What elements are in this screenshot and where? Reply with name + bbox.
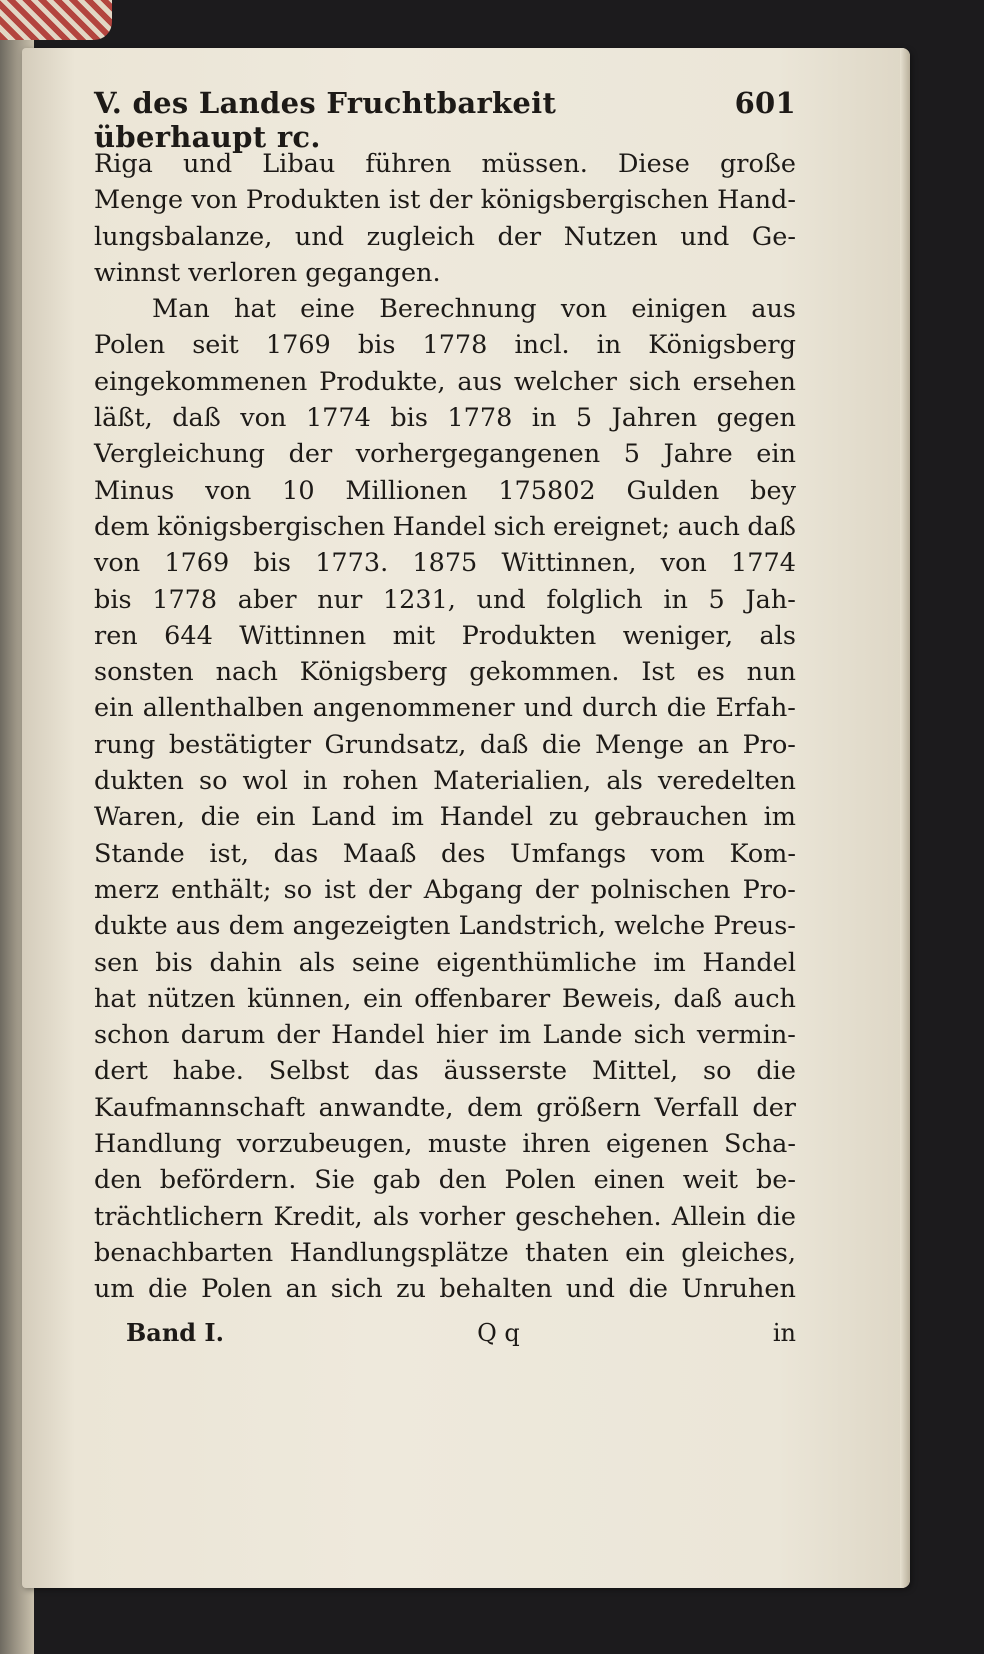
word: 1778 [422, 330, 488, 361]
word: Jahre [663, 439, 733, 470]
word: Stande [94, 838, 185, 869]
word: der [276, 1020, 320, 1051]
word: auch [677, 511, 740, 542]
word: nun [746, 657, 796, 688]
word: sich [633, 1020, 686, 1051]
word: geschehen. [515, 1201, 662, 1232]
word: die [148, 1274, 188, 1305]
word: und [182, 149, 233, 179]
word: auch [733, 983, 796, 1014]
word: angenommener [312, 693, 515, 724]
text-line [94, 763, 796, 799]
text-line [94, 727, 796, 763]
word: von [240, 403, 287, 434]
text-line [94, 291, 796, 327]
word: sich [330, 1274, 383, 1305]
word: Umfangs [510, 838, 627, 869]
word: Selbst [268, 1056, 350, 1087]
word: von [205, 475, 252, 506]
word: vom [650, 838, 705, 869]
word: Handlung [94, 1129, 222, 1160]
word: Verfall [654, 1092, 739, 1123]
word: der [497, 221, 542, 252]
word: Handel [439, 802, 534, 833]
word: hier [435, 1020, 488, 1051]
word: nützen [147, 983, 236, 1014]
word: nur [317, 584, 363, 615]
word: seit [192, 330, 239, 361]
word: eine [300, 294, 355, 325]
page-number: 601 [734, 86, 796, 120]
word: Königsberg [299, 657, 448, 688]
word: rohen [342, 766, 419, 797]
word: im [498, 1020, 532, 1051]
word: ereignet; [552, 511, 671, 542]
text-line [94, 1162, 796, 1198]
text-line [94, 509, 796, 545]
word: der [428, 185, 473, 216]
word: 1773. [315, 548, 389, 579]
word: so [703, 1056, 732, 1087]
body-text [94, 146, 796, 1308]
text-line [94, 1017, 796, 1053]
word: 175802 [498, 475, 596, 506]
word: ein [363, 983, 403, 1014]
word: nach [215, 657, 278, 688]
word: weniger, [622, 620, 734, 651]
word: 5 [575, 403, 593, 434]
word: Land [311, 802, 377, 833]
word: Kredit, [273, 1201, 363, 1232]
word: die [200, 802, 241, 833]
word: von [191, 185, 238, 216]
word: Landstrich, [458, 911, 606, 942]
word: ist [324, 874, 356, 905]
word: Polen [94, 330, 166, 361]
text-line [94, 654, 796, 690]
word: benachbarten [94, 1237, 274, 1268]
word: läßt, [94, 403, 153, 434]
word: einigen [631, 294, 727, 325]
text-line [94, 836, 796, 872]
word: Vergleichung [94, 439, 265, 470]
word: Polen [201, 1274, 273, 1305]
word: den [94, 1165, 142, 1196]
word: Maaß [342, 838, 417, 869]
word: Riga [94, 149, 153, 179]
word: Beweis, [561, 983, 662, 1014]
word: welcher [513, 366, 617, 397]
word: königsbergischen [480, 185, 709, 216]
word: daß [172, 403, 221, 434]
word: eingekommenen [94, 366, 308, 397]
word: bestätigter [168, 729, 312, 760]
word: Kaufmannschaft [94, 1092, 306, 1123]
word: das [374, 1056, 419, 1087]
sheet-signature: Q q [477, 1318, 520, 1347]
word: Produkte, [319, 366, 446, 397]
word: eigenthümliche [436, 947, 637, 978]
running-header [94, 86, 796, 154]
word: trächtlichern [94, 1201, 264, 1232]
word: äusserste [443, 1056, 568, 1087]
text-line [94, 436, 796, 472]
word: Jahren [611, 403, 698, 434]
word: und [565, 1274, 615, 1305]
running-title: V. des Landes Fruchtbarkeit überhaupt rc. [94, 86, 557, 154]
word: dem [228, 911, 285, 942]
word: merz [94, 874, 159, 905]
word: mit [392, 620, 436, 651]
word: in [302, 766, 328, 797]
word: ist, [209, 838, 249, 869]
word: gab [372, 1165, 421, 1196]
word: 10 [282, 475, 315, 506]
text-line [94, 1053, 796, 1089]
word: dukten [94, 766, 184, 797]
word: Menge [594, 729, 684, 760]
word: an [697, 729, 730, 760]
word: welche [614, 911, 706, 942]
text-line [94, 1271, 796, 1307]
word: gebrauchen [594, 802, 748, 833]
word: darum [180, 1020, 266, 1051]
word: Jah- [745, 584, 796, 615]
word: als [759, 620, 796, 651]
word: Unruhen [681, 1274, 796, 1305]
word: 1769 [164, 548, 230, 579]
word: Kom- [729, 838, 796, 869]
word: durch [582, 693, 658, 724]
word: und [476, 584, 526, 615]
word: des [441, 838, 486, 869]
word: Pro- [742, 729, 796, 760]
word: königsbergischen [157, 511, 386, 542]
word: 1774 [731, 548, 796, 579]
word: und [523, 693, 573, 724]
book-page [22, 48, 910, 1588]
page-footer [94, 1318, 796, 1358]
word: 1778 [447, 403, 513, 434]
word: im [763, 802, 796, 833]
text-line [94, 364, 796, 400]
word: vorher [419, 1201, 506, 1232]
text-line [94, 690, 796, 726]
word: enthält; [171, 874, 272, 905]
word: behalten [439, 1274, 553, 1305]
word: Preus- [713, 911, 796, 942]
word: ein [94, 693, 134, 724]
word: müssen. [481, 149, 588, 179]
word: Minus [94, 475, 175, 506]
word: dem [94, 511, 150, 542]
word: der [288, 439, 333, 470]
word: ein [255, 802, 296, 833]
word: als [298, 947, 336, 978]
word: dahin [209, 947, 283, 978]
word: Königsberg [648, 330, 796, 361]
word: größern [536, 1092, 641, 1123]
word: im [391, 802, 424, 833]
word: und [680, 221, 730, 252]
word: den [438, 1165, 487, 1196]
word: bis [155, 947, 193, 978]
word: der [534, 874, 579, 905]
word: 5 [623, 439, 640, 470]
word: Handel [331, 1020, 425, 1051]
word: das [273, 838, 319, 869]
word: 1774 [305, 403, 371, 434]
text-line [94, 400, 796, 436]
text-line [94, 473, 796, 509]
word: Scha- [724, 1129, 796, 1160]
word: ist [388, 185, 421, 216]
word: so [283, 874, 313, 905]
word: vorhergegangenen [355, 439, 601, 470]
word: hat [234, 294, 276, 325]
text-line [94, 182, 796, 218]
text-line [94, 545, 796, 581]
word: habe. [172, 1056, 244, 1087]
word: 1769 [265, 330, 331, 361]
word: vermin- [696, 1020, 796, 1051]
word: in [596, 330, 622, 361]
word: Handel [392, 511, 487, 542]
word: anwandte, [318, 1092, 454, 1123]
word: von [560, 294, 608, 325]
word: ren [94, 620, 138, 651]
word: Hand- [717, 185, 796, 216]
word: be- [755, 1165, 796, 1196]
word: angezeigten [292, 911, 451, 942]
word: aber [237, 584, 297, 615]
word: im [653, 947, 686, 978]
text-line: winnst verloren gegangen. [94, 257, 441, 288]
word: 5 [708, 584, 725, 615]
word: 1778 [152, 584, 218, 615]
word: Ist [641, 657, 675, 688]
word: bis [390, 403, 428, 434]
word: Allein [671, 1201, 747, 1232]
text-line [94, 1090, 796, 1126]
word: offenbarer [414, 983, 551, 1014]
word: daß [747, 511, 796, 542]
bookmark-ribbon [0, 0, 112, 40]
word: wol [242, 766, 288, 797]
text-line [94, 219, 796, 255]
word: gleiches, [681, 1237, 796, 1268]
word: der [752, 1092, 796, 1123]
word: als [372, 1201, 410, 1232]
word: weit [682, 1165, 739, 1196]
word: ihren [522, 1129, 591, 1160]
text-line [94, 1235, 796, 1271]
volume-signature: Band I. [126, 1317, 225, 1347]
word: sich [493, 511, 546, 542]
word: Mittel, [591, 1056, 679, 1087]
word: rung [94, 729, 156, 760]
word: große [719, 149, 796, 179]
page-edge [900, 48, 910, 1588]
word: Produkten [245, 185, 381, 216]
word: bis [253, 548, 292, 579]
word: Wittinnen [239, 620, 367, 651]
word: Menge [94, 185, 184, 216]
text-block [94, 86, 796, 1358]
word: daß [673, 983, 723, 1014]
text-line [94, 981, 796, 1017]
word: sonsten [94, 657, 194, 688]
word: von [94, 548, 141, 579]
word: befördern. [159, 1165, 297, 1196]
word: lungsbalanze, [94, 221, 273, 252]
text-line [94, 908, 796, 944]
word: eigenen [606, 1129, 709, 1160]
word: Man [152, 294, 210, 325]
word: thaten [525, 1237, 609, 1268]
word: dukte [94, 911, 168, 942]
word: veredelten [657, 766, 796, 797]
word: Nutzen [563, 221, 658, 252]
word: ein [756, 439, 796, 470]
word: Lande [542, 1020, 623, 1051]
word: Sie [314, 1165, 355, 1196]
text-line [94, 327, 796, 363]
word: Ge- [751, 221, 796, 252]
word: die [666, 693, 707, 724]
word: schon [94, 1020, 170, 1051]
word: 644 [164, 620, 213, 651]
text-line [94, 1199, 796, 1235]
word: ein [625, 1237, 665, 1268]
word: so [199, 766, 228, 797]
word: zu [396, 1274, 426, 1305]
word: aus [457, 366, 503, 397]
word: vorzubeugen, [236, 1129, 413, 1160]
word: Wittinnen, [501, 548, 637, 579]
word: in [531, 403, 557, 434]
word: aus [175, 911, 221, 942]
text-line [94, 618, 796, 654]
word: Berechnung [379, 294, 537, 325]
word: Libau [262, 149, 336, 179]
text-line [94, 799, 796, 835]
word: daß [479, 729, 529, 760]
word: an [285, 1274, 318, 1305]
text-line [94, 582, 796, 618]
word: Diese [617, 149, 690, 179]
word: Waren, [94, 802, 186, 833]
word: incl. [514, 330, 570, 361]
word: die [756, 1201, 796, 1232]
word: ersehen [692, 366, 796, 397]
word: Grundsatz, [324, 729, 467, 760]
word: in [663, 584, 688, 615]
word: aus [751, 294, 796, 325]
word: zu [548, 802, 579, 833]
word: sich [628, 366, 681, 397]
word: Pro- [742, 874, 796, 905]
text-line [94, 1126, 796, 1162]
catchword: in [772, 1318, 796, 1347]
word: 1231, [382, 584, 456, 615]
word: Millionen [345, 475, 468, 506]
word: die [628, 1274, 669, 1305]
word: einen [593, 1165, 665, 1196]
word: künnen, [247, 983, 352, 1014]
word: Polen [504, 1165, 576, 1196]
word: Gulden [626, 475, 720, 506]
word: allenthalben [142, 693, 304, 724]
text-line [94, 945, 796, 981]
word: polnischen [590, 874, 731, 905]
word: Handel [702, 947, 796, 978]
word: führen [365, 149, 452, 179]
word: die [541, 729, 582, 760]
word: die [756, 1056, 796, 1087]
word: und [294, 221, 345, 252]
word: 1875 [412, 548, 478, 579]
word: Erfah- [715, 693, 796, 724]
word: gekommen. [469, 657, 620, 688]
word: seine [351, 947, 420, 978]
word: bis [94, 584, 132, 615]
text-line [94, 872, 796, 908]
word: gegen [716, 403, 796, 434]
word: Produkten [461, 620, 597, 651]
word: als [606, 766, 643, 797]
word: Materialien, [433, 766, 592, 797]
word: Handlungsplätze [289, 1237, 509, 1268]
word: bis [357, 330, 396, 361]
word: dem [467, 1092, 523, 1123]
word: der [367, 874, 412, 905]
word: von [660, 548, 707, 579]
word: zugleich [366, 221, 475, 252]
word: Abgang [423, 874, 523, 905]
word: hat [94, 983, 136, 1014]
word: um [94, 1274, 135, 1305]
word: bey [750, 475, 796, 506]
word: muste [427, 1129, 507, 1160]
word: sen [94, 947, 139, 978]
word: es [696, 657, 725, 688]
word: folglich [546, 584, 643, 615]
word: dert [94, 1056, 148, 1087]
